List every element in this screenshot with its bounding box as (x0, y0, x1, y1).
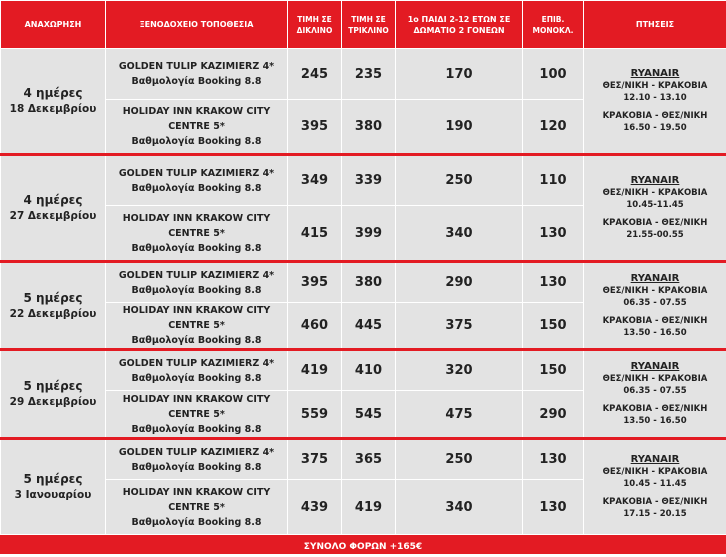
return-route: ΚΡΑΚΟΒΙΑ - ΘΕΣ/ΝΙΚΗ (584, 496, 726, 508)
child-price: 375 (396, 303, 523, 350)
child-price: 170 (396, 49, 523, 100)
double-price: 349 (288, 155, 342, 206)
departure-cell (1, 439, 106, 535)
single-supplement: 100 (523, 49, 584, 100)
double-price: 395 (288, 100, 342, 155)
hotel-rating: Βαθμολογία Booking 8.8 (106, 283, 287, 298)
single-supplement: 110 (523, 155, 584, 206)
flights-cell (584, 439, 726, 535)
hotel-rating: Βαθμολογία Booking 8.8 (106, 371, 287, 386)
hotel-name: GOLDEN TULIP KAZIMIERZ 4* (106, 356, 287, 371)
header-child-price: 1ο ΠΑΙΔΙ 2-12 ΕΤΩΝ ΣΕ ΔΩΜΑΤΙΟ 2 ΓΟΝΕΩΝ (396, 1, 523, 49)
child-price: 250 (396, 155, 523, 206)
double-price: 415 (288, 206, 342, 262)
double-price: 439 (288, 480, 342, 535)
duration: 5 ημέρες (24, 291, 83, 305)
departure-cell (1, 350, 106, 439)
airline-name: RYANAIR (584, 273, 726, 285)
duration: 5 ημέρες (24, 472, 83, 486)
header-departure: ΑΝΑΧΩΡΗΣΗ (1, 1, 106, 49)
triple-price: 419 (342, 480, 396, 535)
child-price: 290 (396, 262, 523, 303)
return-route: ΚΡΑΚΟΒΙΑ - ΘΕΣ/ΝΙΚΗ (584, 217, 726, 229)
single-supplement: 150 (523, 303, 584, 350)
hotel-name: HOLIDAY INN KRAKOW CITY CENTRE 5* (106, 303, 287, 333)
hotel-cell (106, 100, 288, 155)
triple-price: 399 (342, 206, 396, 262)
hotel-rating: Βαθμολογία Booking 8.8 (106, 333, 287, 348)
hotel-cell (106, 262, 288, 303)
hotel-rating: Βαθμολογία Booking 8.8 (106, 460, 287, 475)
departure-date: 22 Δεκεμβρίου (1, 306, 105, 322)
single-supplement: 290 (523, 391, 584, 439)
return-route: ΚΡΑΚΟΒΙΑ - ΘΕΣ/ΝΙΚΗ (584, 110, 726, 122)
hotel-cell (106, 350, 288, 391)
departure-cell (1, 155, 106, 262)
hotel-name: GOLDEN TULIP KAZIMIERZ 4* (106, 166, 287, 181)
departure-cell (1, 262, 106, 350)
airline-name: RYANAIR (584, 175, 726, 187)
child-price: 250 (396, 439, 523, 480)
double-price: 460 (288, 303, 342, 350)
single-supplement: 130 (523, 206, 584, 262)
outbound-route: ΘΕΣ/ΝΙΚΗ - ΚΡΑΚΟΒΙΑ (584, 466, 726, 478)
single-supplement: 130 (523, 439, 584, 480)
triple-price: 365 (342, 439, 396, 480)
hotel-cell (106, 480, 288, 535)
outbound-time: 12.10 - 13.10 (584, 92, 726, 104)
hotel-cell (106, 303, 288, 350)
airline-name: RYANAIR (584, 68, 726, 80)
triple-price: 410 (342, 350, 396, 391)
single-supplement: 130 (523, 262, 584, 303)
header-flights: ΠΤΗΣΕΙΣ (584, 1, 726, 49)
outbound-time: 06.35 - 07.55 (584, 297, 726, 309)
departure-date: 29 Δεκεμβρίου (1, 394, 105, 410)
hotel-cell (106, 206, 288, 262)
hotel-cell (106, 391, 288, 439)
return-route: ΚΡΑΚΟΒΙΑ - ΘΕΣ/ΝΙΚΗ (584, 403, 726, 415)
hotel-name: GOLDEN TULIP KAZIMIERZ 4* (106, 59, 287, 74)
hotel-name: GOLDEN TULIP KAZIMIERZ 4* (106, 268, 287, 283)
departure-date: 18 Δεκεμβρίου (1, 101, 105, 117)
hotel-name: HOLIDAY INN KRAKOW CITY CENTRE 5* (106, 104, 287, 134)
return-time: 16.50 - 19.50 (584, 122, 726, 134)
return-time: 13.50 - 16.50 (584, 415, 726, 427)
triple-price: 235 (342, 49, 396, 100)
airline-name: RYANAIR (584, 454, 726, 466)
child-price: 190 (396, 100, 523, 155)
hotel-rating: Βαθμολογία Booking 8.8 (106, 181, 287, 196)
outbound-time: 06.35 - 07.55 (584, 385, 726, 397)
single-supplement: 120 (523, 100, 584, 155)
duration: 5 ημέρες (24, 379, 83, 393)
header-row (1, 1, 726, 49)
flights-cell (584, 262, 726, 350)
outbound-time: 10.45-11.45 (584, 199, 726, 211)
child-price: 340 (396, 480, 523, 535)
flights-cell (584, 350, 726, 439)
child-price: 320 (396, 350, 523, 391)
duration: 4 ημέρες (24, 193, 83, 207)
total-taxes-banner: ΣΥΝΟΛΟ ΦΟΡΩΝ +165€ (0, 535, 726, 554)
hotel-rating: Βαθμολογία Booking 8.8 (106, 422, 287, 437)
header-hotel: ΞΕΝΟΔΟΧΕΙΟ ΤΟΠΟΘΕΣΙΑ (106, 1, 288, 49)
header-triple-price: ΤΙΜΗ ΣΕ ΤΡΙΚΛΙΝΟ (342, 1, 396, 49)
triple-price: 380 (342, 100, 396, 155)
table-row (1, 439, 726, 480)
single-supplement: 130 (523, 480, 584, 535)
triple-price: 545 (342, 391, 396, 439)
hotel-rating: Βαθμολογία Booking 8.8 (106, 74, 287, 89)
departure-cell (1, 49, 106, 155)
table-row (1, 49, 726, 100)
departure-date: 27 Δεκεμβρίου (1, 208, 105, 224)
double-price: 559 (288, 391, 342, 439)
return-time: 21.55-00.55 (584, 229, 726, 241)
double-price: 245 (288, 49, 342, 100)
table-row (1, 155, 726, 206)
header-double-price: ΤΙΜΗ ΣΕ ΔΙΚΛΙΝΟ (288, 1, 342, 49)
hotel-name: HOLIDAY INN KRAKOW CITY CENTRE 5* (106, 392, 287, 422)
duration: 4 ημέρες (24, 86, 83, 100)
double-price: 419 (288, 350, 342, 391)
double-price: 395 (288, 262, 342, 303)
hotel-cell (106, 439, 288, 480)
airline-name: RYANAIR (584, 361, 726, 373)
outbound-time: 10.45 - 11.45 (584, 478, 726, 490)
single-supplement: 150 (523, 350, 584, 391)
double-price: 375 (288, 439, 342, 480)
hotel-rating: Βαθμολογία Booking 8.8 (106, 515, 287, 530)
hotel-rating: Βαθμολογία Booking 8.8 (106, 241, 287, 256)
table-row (1, 262, 726, 303)
hotel-cell (106, 155, 288, 206)
triple-price: 445 (342, 303, 396, 350)
hotel-name: HOLIDAY INN KRAKOW CITY CENTRE 5* (106, 485, 287, 515)
child-price: 475 (396, 391, 523, 439)
outbound-route: ΘΕΣ/ΝΙΚΗ - ΚΡΑΚΟΒΙΑ (584, 285, 726, 297)
hotel-name: GOLDEN TULIP KAZIMIERZ 4* (106, 445, 287, 460)
triple-price: 339 (342, 155, 396, 206)
return-time: 17.15 - 20.15 (584, 508, 726, 520)
hotel-rating: Βαθμολογία Booking 8.8 (106, 134, 287, 149)
header-single-supplement: ΕΠΙΒ. ΜΟΝΟΚΛ. (523, 1, 584, 49)
flights-cell (584, 49, 726, 155)
outbound-route: ΘΕΣ/ΝΙΚΗ - ΚΡΑΚΟΒΙΑ (584, 80, 726, 92)
flights-cell (584, 155, 726, 262)
return-route: ΚΡΑΚΟΒΙΑ - ΘΕΣ/ΝΙΚΗ (584, 315, 726, 327)
return-time: 13.50 - 16.50 (584, 327, 726, 339)
triple-price: 380 (342, 262, 396, 303)
hotel-name: HOLIDAY INN KRAKOW CITY CENTRE 5* (106, 211, 287, 241)
hotel-cell (106, 49, 288, 100)
departure-date: 3 Ιανουαρίου (1, 487, 105, 503)
table-row (1, 350, 726, 391)
child-price: 340 (396, 206, 523, 262)
outbound-route: ΘΕΣ/ΝΙΚΗ - ΚΡΑΚΟΒΙΑ (584, 373, 726, 385)
outbound-route: ΘΕΣ/ΝΙΚΗ - ΚΡΑΚΟΒΙΑ (584, 187, 726, 199)
